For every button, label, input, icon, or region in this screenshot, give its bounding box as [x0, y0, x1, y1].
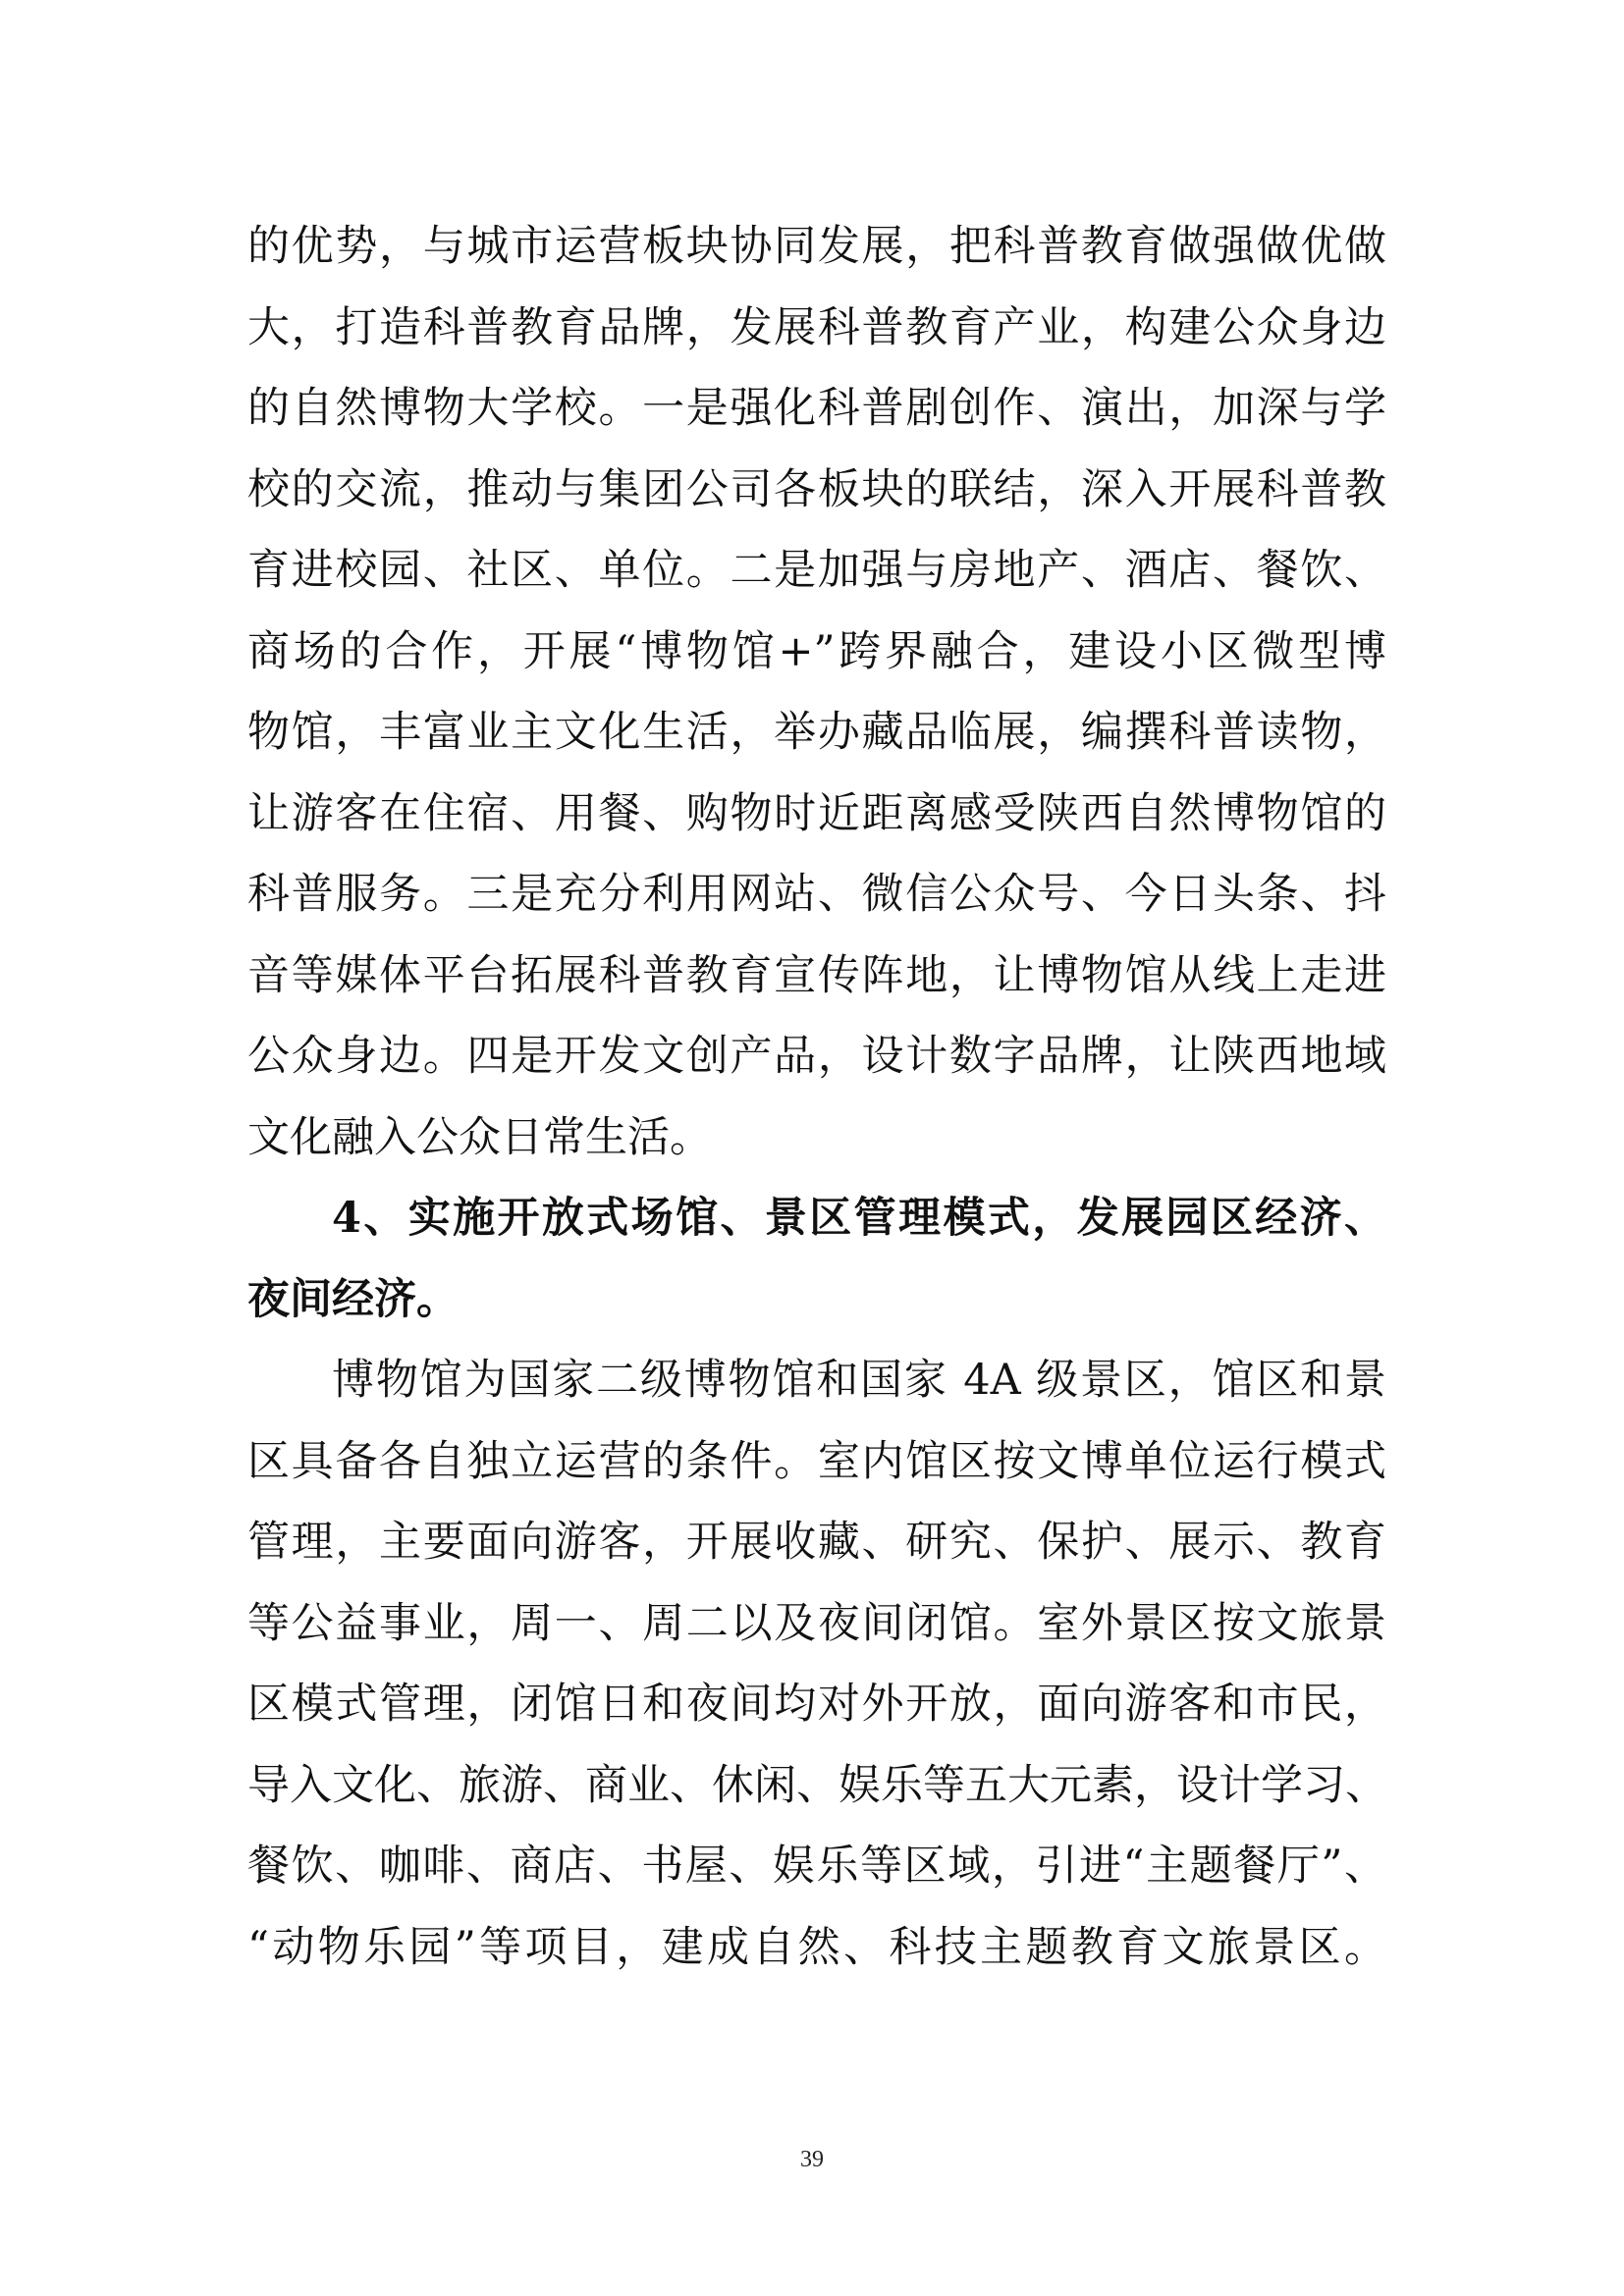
text-line: 区具备各自独立运营的条件。室内馆区按文博单位运行模式 — [247, 1436, 1386, 1486]
text-line: 的自然博物大学校。一是强化科普剧创作、演出，加深与学 — [247, 384, 1386, 433]
text-line: “动物乐园”等项目，建成自然、科技主题教育文旅景区。 — [247, 1922, 1386, 1972]
text-line: 校的交流，推动与集团公司各板块的联结，深入开展科普教 — [247, 464, 1386, 514]
text-line: 物馆，丰富业主文化生活，举办藏品临展，编撰科普读物， — [247, 708, 1386, 757]
page-number: 39 — [800, 2147, 824, 2172]
text-line: 科普服务。三是充分利用网站、微信公众号、今日头条、抖 — [247, 870, 1386, 919]
text-line: 博物馆为国家二级博物馆和国家 4A 级景区，馆区和景 — [332, 1356, 1386, 1405]
text-line: 让游客在住宿、用餐、购物时近距离感受陕西自然博物馆的 — [247, 788, 1386, 838]
page-body — [247, 206, 1386, 1988]
text-line: 大，打造科普教育品牌，发展科普教育产业，构建公众身边 — [247, 302, 1386, 352]
paragraph-open-management — [247, 1340, 1386, 1988]
text-line: 公众身边。四是开发文创产品，设计数字品牌，让陕西地域 — [247, 1032, 1386, 1081]
heading-line: 4、实施开放式场馆、景区管理模式，发展园区经济、 — [332, 1194, 1386, 1243]
text-line: 音等媒体平台拓展科普教育宣传阵地，让博物馆从线上走进 — [247, 950, 1386, 1000]
text-line: 育进校园、社区、单位。二是加强与房地产、酒店、餐饮、 — [247, 546, 1386, 595]
text-line: 区模式管理，闭馆日和夜间均对外开放，面向游客和市民， — [247, 1680, 1386, 1729]
text-line: 商场的合作，开展“博物馆+”跨界融合，建设小区微型博 — [247, 626, 1386, 676]
text-line: 文化融入公众日常生活。 — [247, 1112, 712, 1162]
text-line: 管理，主要面向游客，开展收藏、研究、保护、展示、教育 — [247, 1518, 1386, 1567]
text-line: 餐饮、咖啡、商店、书屋、娱乐等区域，引进“主题餐厅”、 — [247, 1842, 1386, 1891]
text-line: 的优势，与城市运营板块协同发展，把科普教育做强做优做 — [247, 222, 1386, 271]
text-line: 导入文化、旅游、商业、休闲、娱乐等五大元素，设计学习、 — [247, 1760, 1387, 1810]
text-line: 等公益事业，周一、周二以及夜间闭馆。室外景区按文旅景 — [247, 1598, 1386, 1648]
paragraph-science-education — [247, 206, 1386, 1178]
heading-line: 夜间经济。 — [247, 1274, 459, 1324]
section-heading-4 — [247, 1178, 1386, 1340]
